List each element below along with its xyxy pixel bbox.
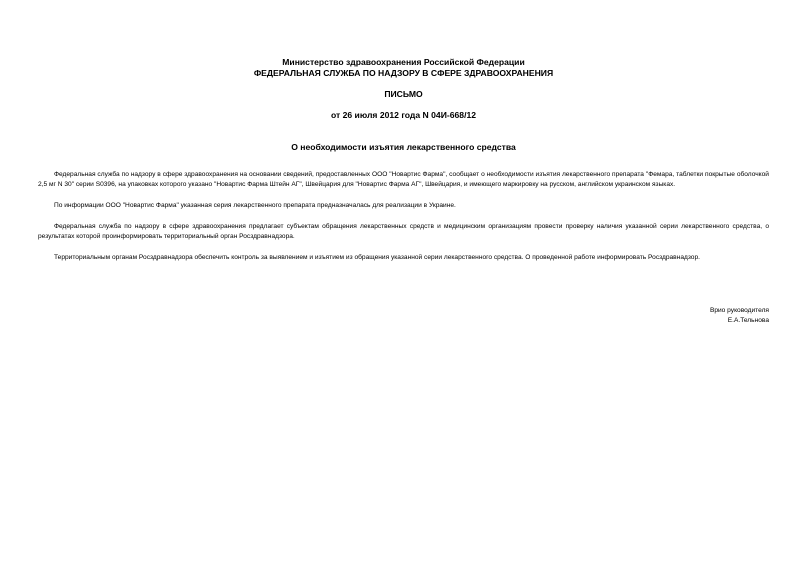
paragraph-2: По информации ООО "Новартис Фарма" указанная серия лекарственного препарата предназначалась для реализации в Украине. (54, 202, 456, 209)
service-name: ФЕДЕРАЛЬНАЯ СЛУЖБА ПО НАДЗОРУ В СФЕРЕ ЗДРАВООХРАНЕНИЯ (253, 67, 554, 78)
signature-block (710, 306, 769, 326)
document-date-number: от 26 июля 2012 года N 04И-668/12 (330, 110, 477, 120)
paragraph-4: Территориальным органам Росздравнадзора обеспечить контроль за выявлением и изъятием из обращения указанной серии лекарственного средства. О проведенной работе информировать Росздравнадзор. (54, 253, 700, 261)
signatory-position: Врио руководителя (709, 307, 769, 314)
signatory-name: Е.А.Тельнова (727, 317, 769, 324)
ministry-name: Министерство здравоохранения Российской Федерации (282, 57, 525, 67)
document-header (0, 57, 807, 78)
paragraph-3: Федеральная служба по надзору в сфере здравоохранения предлагает субъектам обращения лекарственных средств и медицинским организациям провести проверку наличия указанной серии лекарственного средства, о результатах которой проинформировать территориальный орган Росздравнадзора. (38, 222, 769, 240)
document-type: ПИСЬМО (384, 89, 423, 99)
document-subject: О необходимости изъятия лекарственного средства (291, 142, 516, 152)
document-body (38, 170, 769, 274)
paragraph-1: Федеральная служба по надзору в сфере здравоохранения на основании сведений, предоставленных ООО "Новартис Фарма", сообщает о необходимости изъятия лекарственного препарата "Фемара, таблетки покрытые оболочкой 2,5 мг N 30" серии S0396, на упаковках которого указано "Новартис Фарма Штейн АГ", Швейцария для "Новартис Фарма АГ", Швейцария, и имеющего маркировку на русском, английском украинском языках. (38, 171, 769, 189)
